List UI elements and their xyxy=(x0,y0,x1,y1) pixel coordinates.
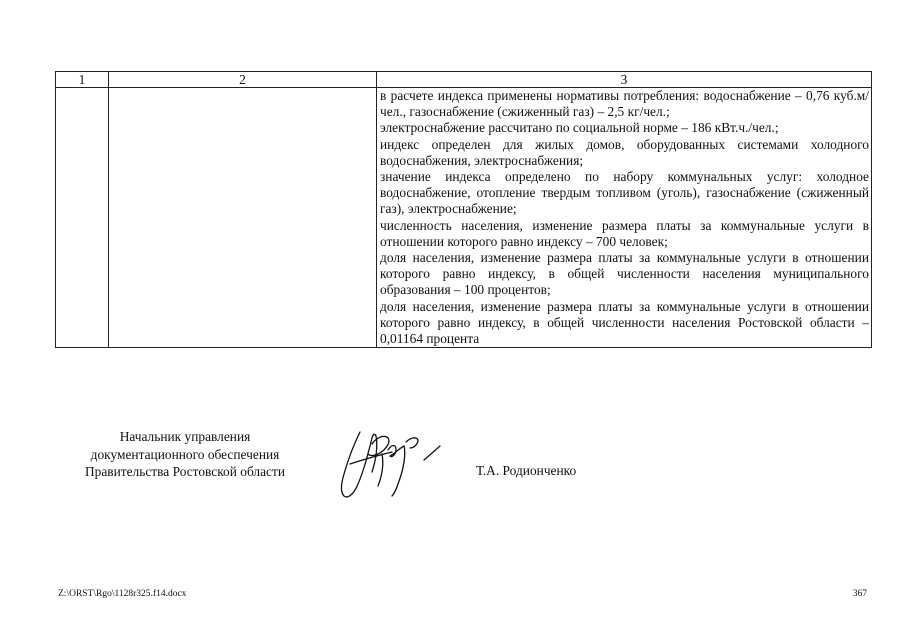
paragraph-electricity-norm: электроснабжение рассчитано по социальной норме – 186 кВт.ч./чел.; xyxy=(380,120,779,136)
footer-file-path: Z:\ORST\Rgo\1128r325.f14.docx xyxy=(58,589,187,599)
document-table xyxy=(55,71,872,348)
handwritten-signature xyxy=(332,424,452,502)
column-header-2: 2 xyxy=(109,72,377,88)
table-cell-col1 xyxy=(56,88,109,348)
paragraph-consumption-norms: в расчете индекса применены нормативы потребления: водоснабжение – 0,76 куб.м/чел., газоснабжение (сжиженный газ) – 2,5 кг/чел.; xyxy=(380,88,869,120)
table-cell-col3 xyxy=(377,88,872,348)
column-header-3: 3 xyxy=(377,72,872,88)
column-header-1: 1 xyxy=(56,72,109,88)
paragraph-municipal-share: доля населения, изменение размера платы за коммунальные услуги в отношении которого равно индексу, в общей численности населения муниципального образования – 100 процентов; xyxy=(380,250,869,298)
signatory-title-line3: Правительства Ростовской области xyxy=(84,464,286,479)
paragraph-housing-type: индекс определен для жилых домов, оборудованных системами холодного водоснабжения, электроснабжения; xyxy=(380,136,869,168)
signatory-title-line2: документационного обеспечения xyxy=(90,446,280,462)
paragraph-regional-share: доля населения, изменение размера платы за коммунальные услуги в отношении которого равно индексу, в общей численности населения Ростовской области – 0,01164 процента xyxy=(380,298,869,347)
table-header-row xyxy=(56,72,872,88)
signer-name: Т.А. Родионченко xyxy=(476,463,577,478)
table-row xyxy=(56,88,872,348)
paragraph-service-set: значение индекса определено по набору коммунальных услуг: холодное водоснабжение, отопление твердым топливом (уголь), газоснабжение (сжиженный газ), электроснабжение; xyxy=(380,169,869,217)
paragraph-population-count: численность населения, изменение размера платы за коммунальные услуги в отношении которого равно индексу – 700 человек; xyxy=(380,217,869,249)
signatory-title-block xyxy=(55,428,315,481)
signatory-title-line1: Начальник управления xyxy=(119,429,251,444)
page-number: 367 xyxy=(852,589,867,599)
table-cell-col2 xyxy=(109,88,377,348)
